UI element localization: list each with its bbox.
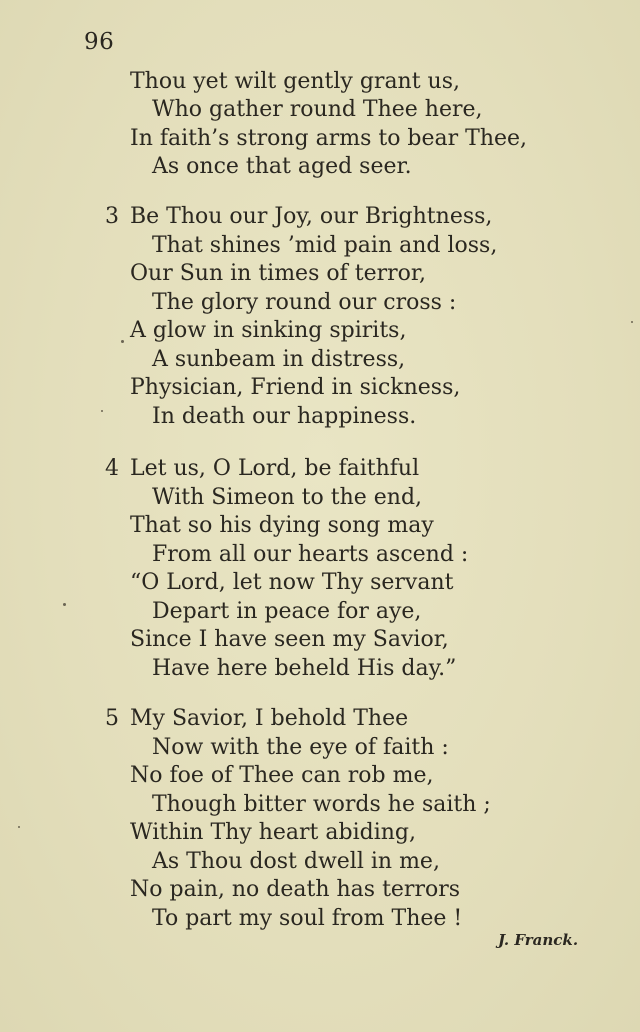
- verse-line: From all our hearts ascend :: [152, 542, 469, 567]
- verse-line: My Savior, I behold Thee: [130, 706, 409, 731]
- page-number: 96: [84, 29, 115, 55]
- verse-line: “O Lord, let now Thy servant: [130, 570, 454, 595]
- stanza-number: 3: [105, 204, 119, 229]
- verse-line: Within Thy heart abiding,: [130, 820, 416, 845]
- verse-line: To part my soul from Thee !: [152, 906, 463, 931]
- verse-line: That so his dying song may: [130, 513, 434, 538]
- verse-line: In death our happiness.: [152, 404, 417, 429]
- verse-line: A glow in sinking spirits,: [130, 318, 407, 343]
- verse-line: With Simeon to the end,: [152, 485, 423, 510]
- stanza-number: 4: [105, 456, 119, 481]
- verse-line: That shines ’mid pain and loss,: [152, 233, 498, 258]
- verse-line: Though bitter words he saith ;: [152, 792, 491, 817]
- paper-speck: [18, 826, 20, 828]
- verse-line: A sunbeam in distress,: [152, 347, 406, 372]
- verse-line: No foe of Thee can rob me,: [130, 763, 434, 788]
- verse-line: As Thou dost dwell in me,: [152, 849, 440, 874]
- verse-line: Our Sun in times of terror,: [130, 261, 426, 286]
- verse-line: Thou yet wilt gently grant us,: [130, 69, 461, 94]
- verse-line: The glory round our cross :: [152, 290, 457, 315]
- stanza-number: 5: [105, 706, 119, 731]
- paper-speck: [121, 340, 124, 343]
- verse-line: Now with the eye of faith :: [152, 735, 449, 760]
- verse-line: Let us, O Lord, be faithful: [130, 456, 420, 481]
- verse-line: Physician, Friend in sickness,: [130, 375, 461, 400]
- verse-line: Depart in peace for aye,: [152, 599, 422, 624]
- paper-speck: [101, 410, 103, 412]
- author-attribution: J. Franck.: [498, 931, 579, 949]
- verse-line: Be Thou our Joy, our Brightness,: [130, 204, 493, 229]
- paper-speck: [63, 603, 66, 606]
- paper-speck: [631, 321, 633, 323]
- verse-line: Have here beheld His day.”: [152, 656, 457, 681]
- verse-line: In faith’s strong arms to bear Thee,: [130, 126, 528, 151]
- verse-line: As once that aged seer.: [152, 154, 412, 179]
- verse-line: No pain, no death has terrors: [130, 877, 461, 902]
- verse-line: Since I have seen my Savior,: [130, 627, 449, 652]
- verse-line: Who gather round Thee here,: [152, 97, 483, 122]
